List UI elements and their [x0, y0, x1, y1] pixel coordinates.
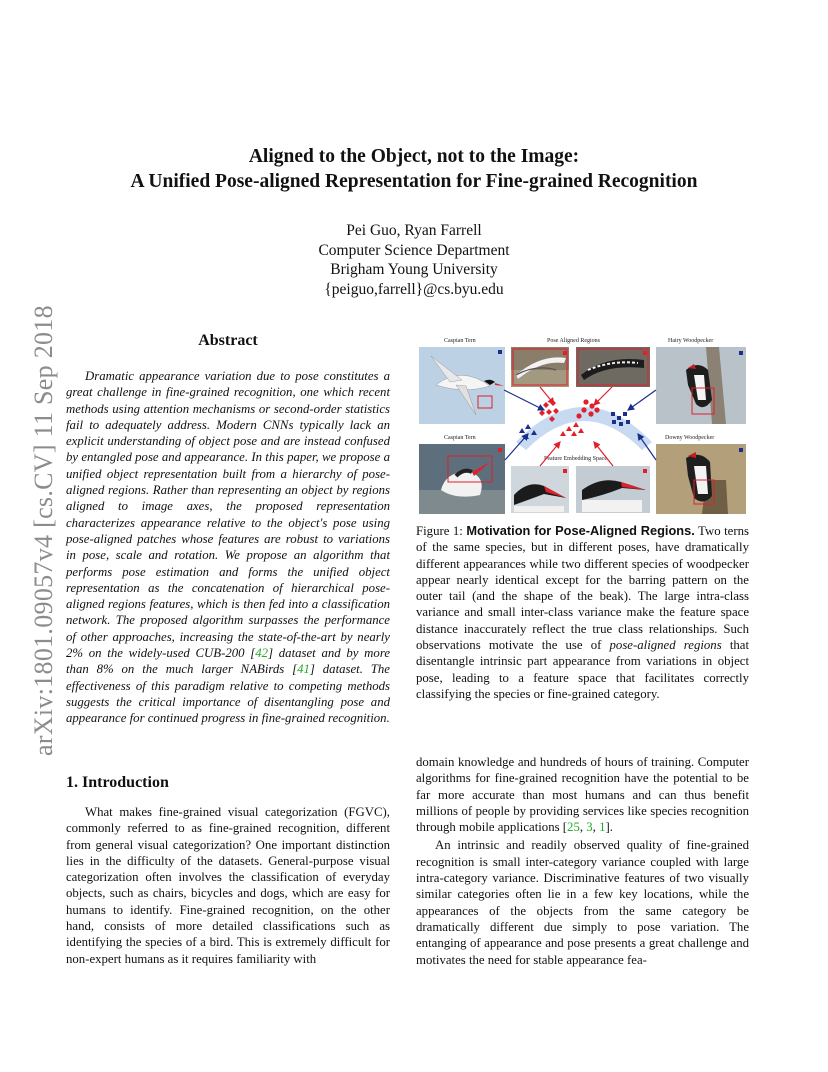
photo-pose-aligned-beak-2: [576, 466, 650, 513]
citation-separator: ,: [592, 820, 600, 835]
figure-1: [416, 330, 749, 514]
caption-emphasis: pose-aligned regions: [609, 638, 722, 653]
photo-pose-aligned-beak-1: [511, 466, 569, 513]
paper-title: [60, 144, 768, 194]
citation-link[interactable]: 1: [599, 820, 606, 835]
author-department: Computer Science Department: [318, 241, 510, 259]
introduction-paragraph: What makes fine-grained visual categorization (FGVC), commonly referred to as fine-grained recognition, different from general visual categorization? One important distinction lies in the difficulty of the datasets. General-purpose visual categorization often involves the classification of everyday objects, such as chairs, bicycles and dogs, which are easy for humans to identify. Fine-grained recognition, on the other hand, consists of more detailed classifications such as identifying the species of a bird. This is extremely difficult for non-expert humans as it requires familiarity with: [66, 805, 390, 966]
label-hairy-woodpecker: Hairy Woodpecker: [668, 338, 714, 344]
label-caspian-tern-top: Caspian Tern: [444, 338, 476, 344]
right-text-1: domain knowledge and hundreds of hours of training. Computer algorithms for fine-grained recognition have the potential to be far more accurate than most humans and can thus benefit millions of people by providing services like species recognition through mobile applications [: [416, 755, 749, 835]
citation-link[interactable]: 25: [567, 820, 580, 835]
abstract-text-3: ] dataset. The effectiveness of this paradigm relative to competing methods suggests the critical importance of disentangling pose and appearance for continued progress in fine-grained recognition.: [66, 662, 390, 726]
label-pose-aligned-regions: Pose Aligned Regions: [547, 338, 601, 344]
photo-pose-aligned-region-1: [511, 347, 569, 387]
label-downy-woodpecker: Downy Woodpecker: [665, 435, 715, 441]
feature-embedding-band: [516, 407, 652, 450]
caption-title: Motivation for Pose-Aligned Regions.: [466, 523, 695, 538]
author-block: [200, 221, 628, 299]
photo-caspian-tern-standing: [419, 444, 505, 514]
right-paragraph-1: [416, 754, 749, 835]
author-names: Pei Guo, Ryan Farrell: [346, 222, 482, 239]
title-line-2: A Unified Pose-aligned Representation for Fine-grained Recognition: [130, 171, 698, 192]
abstract-paragraph: [66, 368, 390, 727]
abstract-heading: Abstract: [198, 332, 258, 349]
photo-downy-woodpecker: [656, 444, 746, 514]
figure-1-illustration: [416, 330, 749, 514]
photo-caspian-tern-flying: [419, 347, 505, 424]
citation-link[interactable]: 3: [586, 820, 593, 835]
figure-1-caption: [416, 523, 749, 702]
author-university: Brigham Young University: [330, 261, 498, 278]
author-email: {peiguo,farrell}@cs.byu.edu: [324, 280, 504, 298]
title-line-1: Aligned to the Object, not to the Image:: [248, 146, 580, 167]
citation-link[interactable]: 41: [297, 662, 310, 677]
label-caspian-tern-bottom: Caspian Tern: [444, 435, 476, 441]
right-paragraph-2: An intrinsic and readily observed quality of fine-grained recognition is small inter-category variance coupled with large intra-category variance. Discriminative features of two visually similar categories often lie in a few key locations, while the appearances of the objects from the same category be dramatically different due simply to pose variation. The entanging of appearance and pose presents a great challenge and motivates the need for stable appearance fea-: [416, 838, 749, 967]
abstract-body: [66, 368, 390, 727]
citation-separator: ,: [579, 820, 587, 835]
photo-hairy-woodpecker: [656, 347, 746, 424]
citation-link[interactable]: 42: [255, 646, 269, 661]
citation-close: ].: [605, 820, 613, 835]
caption-label: Figure 1:: [416, 524, 463, 538]
abstract-text-2: ] dataset and by more than 8% on the much larger NABirds [: [66, 646, 391, 677]
section-heading-introduction: 1. Introduction: [66, 774, 169, 791]
photo-pose-aligned-region-2: [576, 347, 650, 387]
caption-text-2: that disentangle intrinsic part appearance from variations in object pose, leading to a feature space that facilitates correctly classifying the species or fine-grained category.: [416, 638, 750, 701]
label-feature-embedding-space: Feature Embedding Space: [544, 456, 607, 462]
abstract-text-1: Dramatic appearance variation due to pose constitutes a great challenge in fine-grained recognition, one which recent methods using attention mechanisms or second-order statistics fail to adequately address. Modern CNNs typically lack an explicit understanding of object pose and are instead confused by entangled pose and appearance. In this paper, we propose a unified object representation built from a hierarchy of pose-aligned regions. Rather than representing an object by regions aligned to image axes, the proposed representation characterizes appearance relative to the object's pose using pose-aligned patches whose features are robust to variations in pose, scale and rotation. We propose an algorithm that performs pose estimation and forms the unified object representation as the concatenation of hierarchical pose-aligned regions features, which is then fed into a classification network. The proposed algorithm surpasses the performance of other approaches, increasing the state-of-the-art by nearly 2% on the widely-used CUB-200 [: [66, 369, 390, 661]
arxiv-stamp-text: arXiv:1801.09057v4 [cs.CV] 11 Sep 2018: [29, 305, 58, 756]
arxiv-stamp: [12, 286, 58, 756]
right-column-body: [416, 754, 749, 970]
caption-text-1: Two terns of the same species, but in different poses, have dramatically different appearances while two different species of woodpecker appear nearly identical except for the barring pattern on the outer tail (and the shape of the beak). The large intra-class variance and small inter-class variance make the feature space distance inaccurately reflect the true class relationships. Such observations motivate the use of: [416, 524, 749, 653]
introduction-body: [66, 804, 390, 967]
